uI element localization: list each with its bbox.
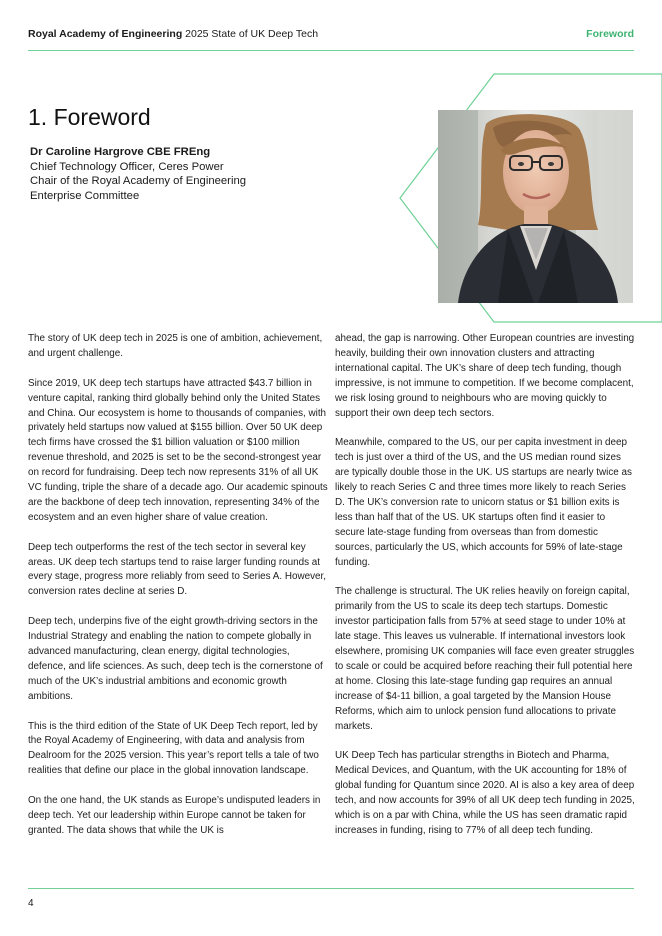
author-role: Chair of the Royal Academy of Engineering — [30, 175, 247, 187]
paragraph: UK Deep Tech has particular strengths in Biotech and Pharma, Medical Devices, and Quantum, with the UK accounting for 18% of global funding for Quantum since 2020. AI is also a key area of deep tech, and now accounts for 39% of all UK deep tech funding in 2025, which is on a par with China, while the US has seen dramatic rapid increases in funding, rising to 77% of all deep tech funding. — [335, 750, 635, 836]
paragraph: Meanwhile, compared to the US, our per capita investment in deep tech is just over a third of the US, and the US median round sizes are typically double those in the UK. US startups are nearly twice as likely to reach Series C and three times more likely to reach Series D. The UK’s conversion rate to unicorn status or $1 billion exits is less than half that of the US. UK startups often find it easier to secure late-stage funding from overseas than from domestic sources, particularly the US, which accounts for 59% of late-stage funding. — [335, 437, 632, 568]
paragraph: Deep tech, underpins five of the eight growth-driving sectors in the Industrial Strategy and enabling the nation to compete globally in advanced manufacturing, clean energy, digital technologies, defence, and life sciences. As such, deep tech is the cornerstone of much of the UK’s industrial ambitions and economic growth ambitions. — [28, 616, 323, 702]
paragraph: The challenge is structural. The UK relies heavily on foreign capital, primarily from the US to scale its deep tech startups. Domestic investor participation falls from 57% at seed stage to under 10% at late stage. This leaves us vulnerable. If international investors look elsewhere, promising UK companies will face even greater struggles to scale or could be acquired before reaching their full potential here at home. Closing this late-stage funding gap requires an annual increase of $4-11 billion, a goal targeted by the Mansion House Reforms, which aim to unlock pension fund allocations to private markets. — [335, 586, 635, 732]
author-role: Chief Technology Officer, Ceres Power — [30, 160, 224, 173]
header-left — [28, 28, 318, 40]
header-report: 2025 State of UK Deep Tech — [185, 28, 319, 40]
header-org: Royal Academy of Engineering — [28, 28, 183, 40]
page-header — [28, 26, 634, 51]
author-name: Dr Caroline Hargrove CBE FREng — [30, 146, 211, 158]
page-number: 4 — [28, 898, 34, 909]
paragraph: On the one hand, the UK stands as Europe’s undisputed leaders in deep tech. Yet our leadership within Europe cannot be taken for granted. The data shows that while the UK is — [28, 795, 321, 836]
page-title: 1. Foreword — [28, 104, 151, 130]
body-column-right — [335, 332, 635, 854]
paragraph: This is the third edition of the State of UK Deep Tech report, led by the Royal Academy of Engineering, with data and analysis from Dealroom for the 2025 version. This year’s report tells a tale of two realities that define our place in the global innovation landscape. — [28, 720, 319, 777]
paragraph: Since 2019, UK deep tech startups have attracted $43.7 billion in venture capital, ranking third globally behind only the United States and China. Our ecosystem is home to thousands of companies, with privately held startups now valued at $155 billion. Over 50 UK deep tech firms have crossed the $1 billion valuation or $100 million revenue threshold, and 2025 is set to be the second-strongest year on record for fundraising. Deep tech now represents 31% of all UK VC funding, triple the share of a decade ago. Our academic spinouts are the backbone of deep tech innovation, representing 34% of the ecosystem and an even higher share of value creation. — [28, 377, 328, 523]
paragraph: ahead, the gap is narrowing. Other European countries are investing heavily, building their own innovation clusters and attracting international capital. The UK’s share of deep tech funding, though impressive, is not immune to competition. If we become complacent, we risk losing ground to neighbours who are moving quickly to support their own deep tech sectors. — [335, 333, 635, 419]
author-block — [30, 145, 330, 203]
author-portrait — [438, 110, 633, 303]
body-column-left — [28, 332, 328, 854]
header-section: Foreword — [586, 28, 634, 40]
paragraph: The story of UK deep tech in 2025 is one of ambition, achievement, and urgent challenge. — [28, 333, 323, 359]
paragraph: Deep tech outperforms the rest of the tech sector in several key areas. UK deep tech startups tend to raise larger funding rounds at every stage, progress more reliably from seed to Series A. However, conversion rates decline at series D. — [28, 541, 327, 598]
footer-divider — [28, 888, 634, 889]
author-role: Enterprise Committee — [30, 189, 140, 202]
